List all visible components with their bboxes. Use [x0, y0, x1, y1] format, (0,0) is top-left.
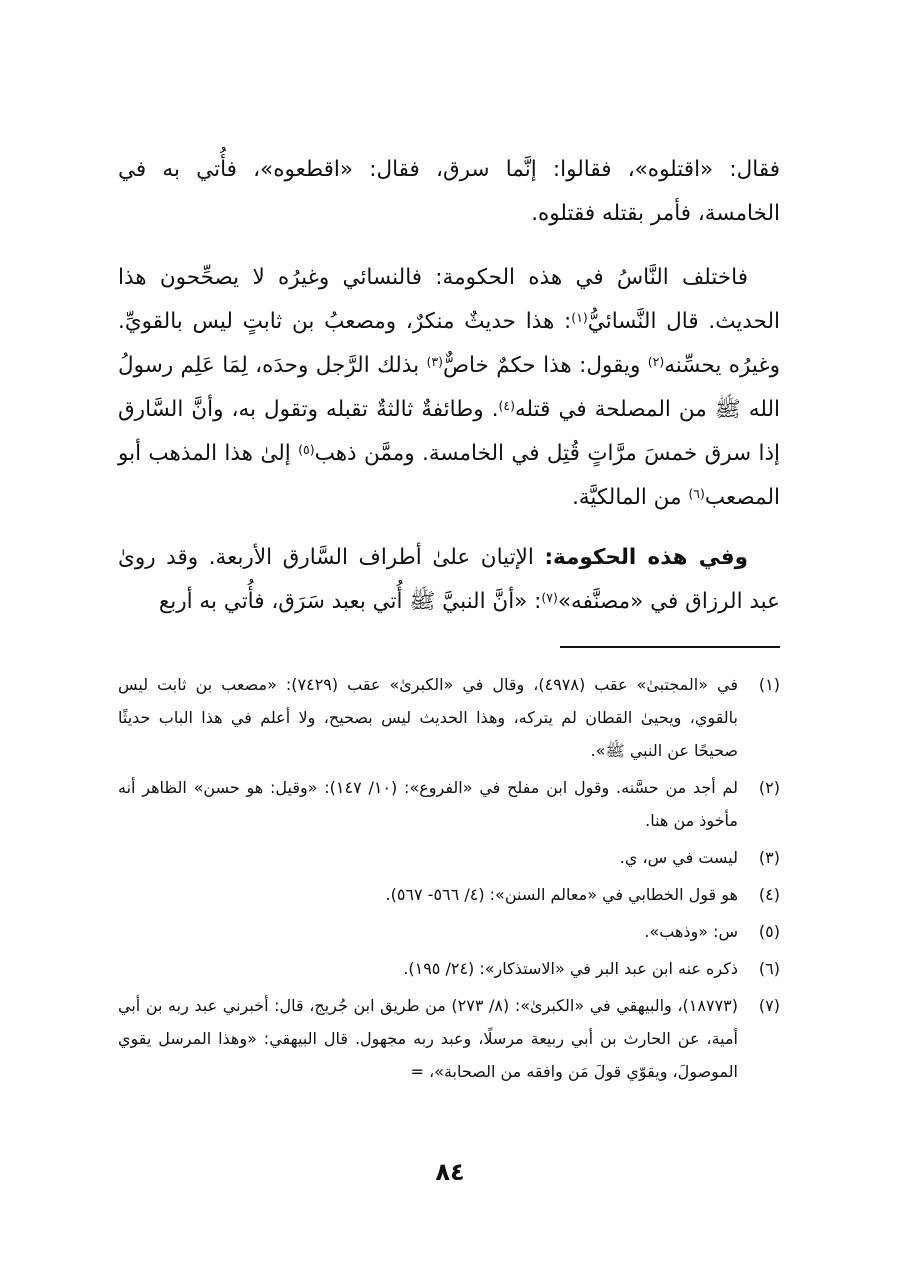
- paragraph-1: فقال: «اقتلوه»، فقالوا: إنَّما سرق، فقال: «اقطعوه»، فأُتي به في الخامسة، فأمر بقتله فقتلوه.: [118, 157, 780, 226]
- footnote-text: (١٨٧٧٣)، والبيهقي في «الكبرىٰ»: (٨/ ٢٧٣) من طريق ابن جُريج، قال: أخبرني عبد ربه بن أبي أمية، عن الحارث بن أبي ربيعة مرسلًا، وعبد ربه مجهول. قال البيهقي: «وهذا المرسل يقوي الموصولَ، ويقوّي قولَ مَن وافقه من الصحابة»، =: [118, 996, 738, 1081]
- text-run: : هذا حديثٌ منكرٌ، ومصعبُ بن ثابتٍ ليس بالقويِّ. وغيرُه يحسِّنه: [118, 309, 780, 378]
- footnote: [118, 989, 780, 1088]
- text-run: ويقول: هذا حكمٌ خاصٌّ: [442, 353, 648, 378]
- footnote-ref-7: (٧): [541, 590, 558, 605]
- footnote-text: ليست في س، ي.: [619, 848, 738, 867]
- footnote-ref-2: (٢): [647, 354, 665, 369]
- footnote: [118, 915, 780, 948]
- footnote-text: هو قول الخطابي في «معالم السنن»: (٤/ ٥٦٦- ٥٦٧).: [385, 885, 738, 904]
- text-run: الإتيان علىٰ أطراف السَّارق الأربعة. وقد روىٰ عبد الرزاق في «مصنَّفه»: [118, 545, 780, 614]
- paragraph-2: [118, 256, 780, 520]
- footnote-ref-3: (٣): [426, 354, 443, 369]
- footnote: [118, 668, 780, 767]
- footnote-ref-5: (٥): [298, 442, 315, 457]
- text-run: إلىٰ هذا المذهب أبو المصعب: [118, 441, 780, 510]
- footnote-ref-1: (١): [571, 310, 588, 325]
- footnote-number: (٥): [758, 922, 780, 941]
- bold-lead: وفي هذه الحكومة:: [544, 545, 748, 570]
- main-text: [118, 148, 780, 624]
- footnote-number: (٧): [758, 996, 780, 1015]
- footnote-separator: [560, 646, 780, 648]
- footnote: [118, 771, 780, 837]
- text-run: . وطائفةٌ ثالثةٌ تقبله وتقول به، وأنَّ السَّارق إذا سرق خمسَ مرَّاتٍ قُتِل في الخامسة. وممَّن ذهب: [118, 397, 780, 466]
- footnote-text: ذكره عنه ابن عبد البر في «الاستذكار»: (٢٤/ ١٩٥).: [403, 959, 738, 978]
- footnote-number: (٢): [758, 778, 780, 797]
- text-run: فاختلف النَّاسُ في هذه الحكومة: فالنسائي وغيرُه لا يصحِّحون هذا الحديث. قال النَّسائيُّ: [118, 265, 780, 334]
- footnotes: [118, 668, 780, 1088]
- footnote-text: لم أجد من حسَّنه. وقول ابن مفلح في «الفروع»: (١٠/ ١٤٧): «وقيل: هو حسن» الظاهر أنه مأخوذ من هنا.: [118, 778, 739, 830]
- footnote-number: (٤): [758, 885, 780, 904]
- footnote-number: (١): [758, 675, 780, 694]
- footnote: [118, 878, 780, 911]
- footnote: [118, 952, 780, 985]
- text-run: من المالكيَّة.: [572, 485, 689, 510]
- footnote: [118, 841, 780, 874]
- paragraph-3: [118, 536, 780, 624]
- text-run: : «أنَّ النبيَّ ﷺ أُتي بعبد سَرَق، فأُتي به أربع: [158, 589, 542, 614]
- footnote-text: في «المجتبىٰ» عقب (٤٩٧٨)، وقال في «الكبرىٰ» عقب (٧٤٢٩): «مصعب بن ثابت ليس بالقوي، ويحيىٰ القطان لم يتركه، وهذا الحديث ليس بصحيح، ولا أعلم في هذا الباب حديثًا صحيحًا عن النبي ﷺ».: [118, 675, 739, 760]
- footnote-ref-4: (٤): [498, 398, 516, 413]
- footnote-text: س: «وذهب».: [644, 922, 738, 941]
- text-run: بذلك الرَّجل وحدَه، لِمَا عَلِم رسولُ الله ﷺ من المصلحة في قتله: [118, 353, 780, 422]
- footnote-number: (٦): [758, 959, 780, 978]
- footnote-ref-6: (٦): [688, 486, 705, 501]
- page-number: ٨٤: [435, 1158, 465, 1186]
- footnote-number: (٣): [758, 848, 780, 867]
